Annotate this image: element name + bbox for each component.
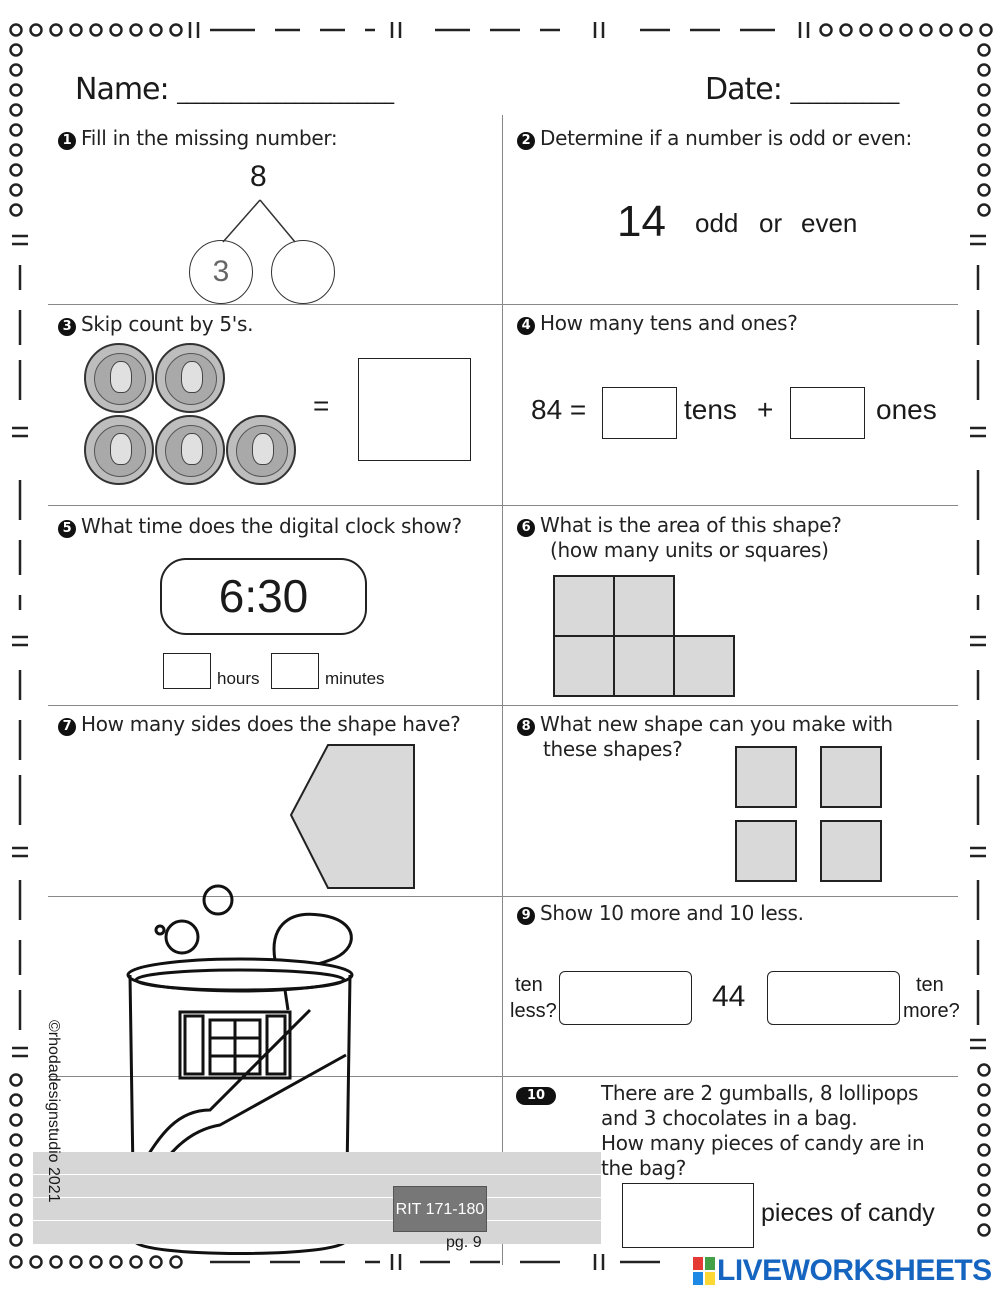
- q8-prompt: 8 What new shape can you make with: [517, 712, 893, 736]
- area-unit-square: [553, 635, 615, 697]
- page-number: pg. 9: [446, 1234, 482, 1251]
- q9-ten-more-box[interactable]: [767, 971, 900, 1025]
- q5-badge: 5: [58, 520, 76, 538]
- q10-line4: the bag?: [601, 1156, 687, 1180]
- nickel-coin: [155, 343, 225, 413]
- q4-tens-label: tens: [684, 394, 737, 425]
- grid-row-divider: [48, 304, 958, 305]
- name-label: Name:: [75, 72, 169, 107]
- q3-prompt: 3 Skip count by 5's.: [58, 312, 253, 336]
- nickel-coin: [84, 343, 154, 413]
- q10-line2: and 3 chocolates in a bag.: [601, 1106, 858, 1130]
- q3-answer-box[interactable]: [358, 358, 471, 461]
- q6-prompt-line2: (how many units or squares): [550, 538, 829, 562]
- q9-more-label-1: ten: [916, 974, 944, 996]
- area-unit-square: [613, 635, 675, 697]
- name-field[interactable]: [75, 72, 393, 107]
- date-blank[interactable]: ____________: [790, 80, 899, 104]
- area-unit-square: [553, 575, 615, 637]
- q4-prompt: 4 How many tens and ones?: [517, 311, 798, 335]
- q9-center-number: 44: [712, 980, 746, 1013]
- q4-number: 84 =: [531, 394, 587, 425]
- footer-gray-band: [33, 1152, 601, 1244]
- q4-tens-box[interactable]: [602, 387, 677, 439]
- q1-number-bond-lines: [215, 195, 305, 245]
- nickel-coin: [84, 415, 154, 485]
- q2-choice-odd[interactable]: odd: [695, 208, 739, 238]
- q2-number: 14: [617, 197, 666, 246]
- q8-badge: 8: [517, 718, 535, 736]
- q1-known-part-circle: [189, 240, 253, 304]
- clock-time: 6:30: [218, 570, 309, 622]
- q4-badge: 4: [517, 317, 535, 335]
- footer-band-line: [33, 1220, 601, 1221]
- q6-badge: 6: [517, 519, 535, 537]
- q10-answer-box[interactable]: [622, 1183, 754, 1248]
- q4-plus: +: [757, 394, 774, 425]
- q1-missing-part-input[interactable]: [271, 240, 335, 304]
- q2-badge: 2: [517, 132, 535, 150]
- q9-more-label-2: more?: [903, 1000, 960, 1022]
- q10-badge: 10: [516, 1087, 556, 1105]
- q5-hours-label: hours: [217, 669, 260, 688]
- q9-badge: 9: [517, 907, 535, 925]
- nickel-coin: [226, 415, 296, 485]
- grid-row-divider: [48, 705, 958, 706]
- q9-prompt: 9 Show 10 more and 10 less.: [517, 901, 804, 925]
- q9-ten-less-box[interactable]: [559, 971, 692, 1025]
- q1-known-part: 3: [212, 255, 230, 288]
- q10-line3: How many pieces of candy are in: [601, 1131, 925, 1155]
- nickel-coin: [155, 415, 225, 485]
- q5-minutes-label: minutes: [325, 669, 385, 688]
- grid-center-divider: [502, 115, 503, 1265]
- q1-prompt: 1 Fill in the missing number:: [58, 126, 337, 150]
- q3-equals: =: [313, 390, 330, 421]
- q9-less-label-1: ten: [515, 974, 543, 996]
- date-field[interactable]: [705, 72, 898, 107]
- q10-line1: There are 2 gumballs, 8 lollipops: [601, 1081, 919, 1105]
- q2-choice-or: or: [759, 208, 783, 238]
- q1-whole-number: 8: [250, 160, 267, 193]
- liveworksheets-watermark: LIVEWORKSHEETS: [717, 1254, 992, 1287]
- q5-hours-box[interactable]: [163, 653, 211, 689]
- q2-prompt: 2 Determine if a number is odd or even:: [517, 126, 912, 150]
- q1-badge: 1: [58, 132, 76, 150]
- date-label: Date:: [705, 72, 782, 107]
- small-square: [820, 820, 882, 882]
- small-square: [820, 746, 882, 808]
- q4-ones-box[interactable]: [790, 387, 865, 439]
- q10-answer-label: pieces of candy: [761, 1199, 935, 1227]
- name-blank[interactable]: ________________________: [177, 80, 394, 104]
- q4-ones-label: ones: [876, 394, 937, 425]
- grid-row-divider: [48, 505, 958, 506]
- q9-less-label-2: less?: [510, 1000, 557, 1022]
- digital-clock: [160, 558, 367, 635]
- copyright-text: ©rhodadesignstudio 2021: [45, 1020, 62, 1203]
- rit-badge: RIT 171-180: [393, 1186, 487, 1232]
- q7-badge: 7: [58, 718, 76, 736]
- small-square: [735, 746, 797, 808]
- q6-prompt: 6 What is the area of this shape?: [517, 513, 842, 537]
- q2-choice-even[interactable]: even: [801, 208, 858, 238]
- liveworksheets-logo-icon: [693, 1257, 715, 1285]
- q8-prompt-line2: these shapes?: [543, 737, 683, 761]
- area-unit-square: [673, 635, 735, 697]
- q7-prompt: 7 How many sides does the shape have?: [58, 712, 460, 736]
- area-unit-square: [613, 575, 675, 637]
- pentagon-shape: [288, 743, 418, 891]
- small-square: [735, 820, 797, 882]
- footer-band-line: [33, 1174, 601, 1175]
- footer-band-line: [33, 1197, 601, 1198]
- q5-minutes-box[interactable]: [271, 653, 319, 689]
- q3-badge: 3: [58, 318, 76, 336]
- q5-prompt: 5 What time does the digital clock show?: [58, 514, 462, 538]
